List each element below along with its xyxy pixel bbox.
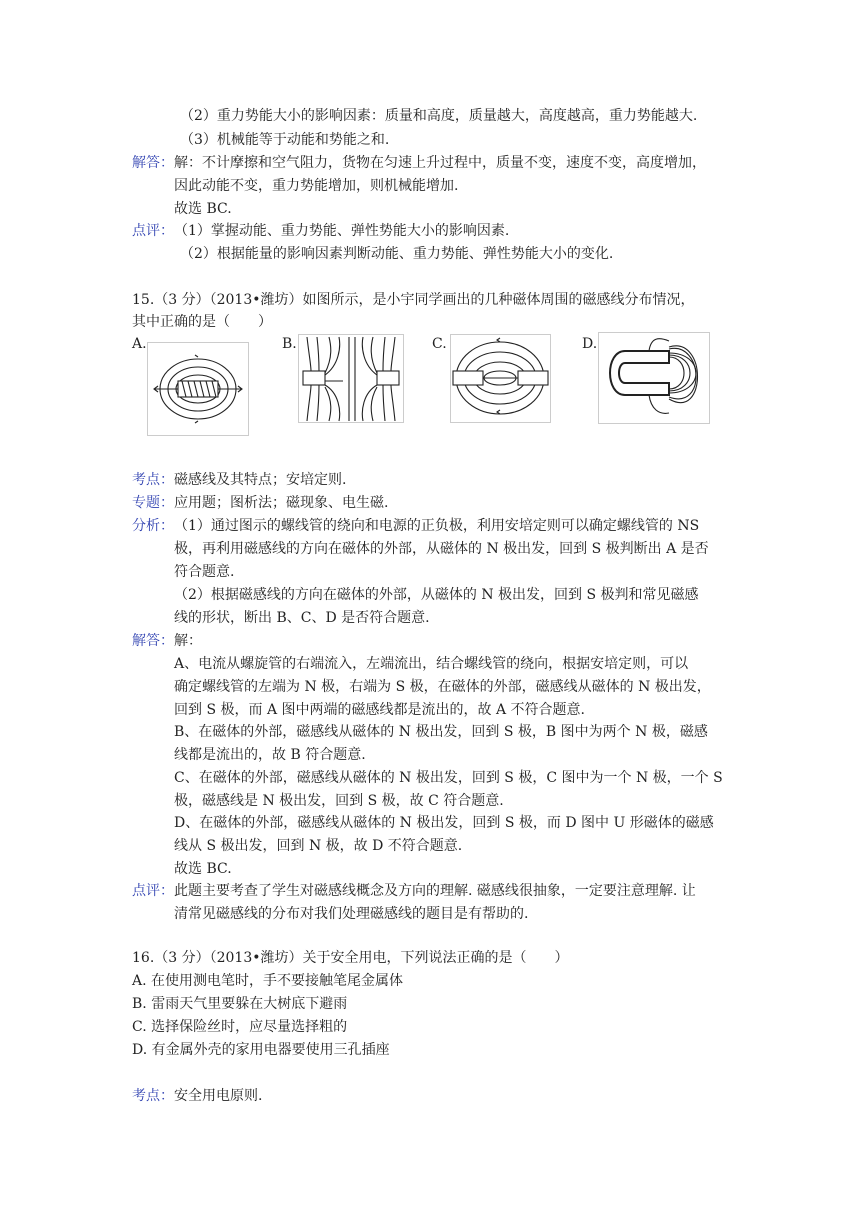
q15-analysis-line-5: 线的形状，断出 B、C、D 是否符合题意. xyxy=(174,610,430,626)
q15-answer-line-8: D、在磁体的外部，磁感线从磁体的 N 极出发，回到 S 极，而 D 图中 U 形磁体的磁感 xyxy=(174,815,714,831)
figure-b-two-n-poles xyxy=(298,334,404,423)
q15-option-a-label: A. xyxy=(132,336,147,352)
prev-answer-line-1: 解：不计摩擦和空气阻力，货物在匀速上升过程中，质量不变，速度不变，高度增加， xyxy=(174,155,706,171)
prev-answer-line-3: 故选 BC. xyxy=(174,201,232,217)
q15-topic: 应用题；图析法；磁现象、电生磁. xyxy=(174,495,389,511)
prev-comment-line-2: （2）根据能量的影响因素判断动能、重力势能、弹性势能大小的变化. xyxy=(180,246,614,262)
q15-answer-line-9: 线从 S 极出发，回到 N 极，故 D 不符合题意. xyxy=(174,838,463,854)
q16-option-a: A. 在使用测电笔时，手不要接触笔尾金属体 xyxy=(132,973,404,989)
q16-point-tag: 考点： xyxy=(132,1088,174,1104)
q16-stem: 16.（3 分）（2013•潍坊）关于安全用电，下列说法正确的是（ ） xyxy=(132,950,569,966)
q16-option-c: C. 选择保险丝时，应尽量选择粗的 xyxy=(132,1019,348,1035)
q15-stem-line-2: 其中正确的是（ ） xyxy=(132,314,272,330)
q15-analysis-line-1: （1）通过图示的螺线管的绕向和电源的正负极，利用安培定则可以确定螺线管的 NS xyxy=(174,518,700,534)
figure-d-u-magnet xyxy=(598,332,710,424)
q16-point: 安全用电原则. xyxy=(174,1088,263,1104)
prev-line-2: （3）机械能等于动能和势能之和. xyxy=(180,132,390,148)
q15-answer-line-7: 极，磁感线是 N 极出发，回到 S 极，故 C 符合题意. xyxy=(174,793,504,809)
q15-comment-line-1: 此题主要考查了学生对磁感线概念及方向的理解. 磁感线很抽象，一定要注意理解. 让 xyxy=(174,883,696,899)
q15-analysis-line-4: （2）根据磁感线的方向在磁体的外部，从磁体的 N 极出发，回到 S 极判和常见磁感 xyxy=(174,587,699,603)
q15-analysis-line-2: 极，再利用磁感线的方向在磁体的外部，从磁体的 N 极出发，回到 S 极判断出 A 是否 xyxy=(174,541,709,557)
q15-answer-line-4: B、在磁体的外部，磁感线从磁体的 N 极出发，回到 S 极，B 图中为两个 N 极，磁感 xyxy=(174,724,708,740)
q15-option-c-label: C. xyxy=(432,336,447,352)
q15-answer-line-1: A、电流从螺旋管的右端流入，左端流出，结合螺线管的绕向，根据安培定则，可以 xyxy=(174,656,689,672)
q15-answer-line-10: 故选 BC. xyxy=(174,861,232,877)
q15-comment-tag: 点评： xyxy=(132,883,174,899)
prev-comment-line-1: （1）掌握动能、重力势能、弹性势能大小的影响因素. xyxy=(174,223,510,239)
figure-c-bar-magnets xyxy=(450,334,551,423)
q15-analysis-line-3: 符合题意. xyxy=(174,564,235,580)
q16-option-d: D. 有金属外壳的家用电器要使用三孔插座 xyxy=(132,1042,390,1058)
q15-answer-line-3: 回到 S 极，而 A 图中两端的磁感线都是流出的，故 A 不符合题意. xyxy=(174,702,585,718)
q15-point: 磁感线及其特点；安培定则. xyxy=(174,472,347,488)
q16-option-b: B. 雷雨天气里要躲在大树底下避雨 xyxy=(132,996,348,1012)
q15-option-b-label: B. xyxy=(282,336,297,352)
q15-answer-line-6: C、在磁体的外部，磁感线从磁体的 N 极出发，回到 S 极，C 图中为一个 N 极，一个 S xyxy=(174,770,723,786)
q15-answer-line-5: 线都是流出的，故 B 符合题意. xyxy=(174,747,366,763)
q15-topic-tag: 专题： xyxy=(132,495,174,511)
prev-comment-tag: 点评： xyxy=(132,223,174,239)
q15-option-d-label: D. xyxy=(582,336,598,352)
q15-answer-line-0: 解： xyxy=(174,633,202,649)
prev-answer-tag: 解答： xyxy=(132,155,174,171)
figure-a-solenoid xyxy=(147,342,249,436)
prev-answer-line-2: 因此动能不变，重力势能增加，则机械能增加. xyxy=(174,178,459,194)
q15-comment-line-2: 清常见磁感线的分布对我们处理磁感线的题目是有帮助的. xyxy=(174,906,529,922)
q15-answer-tag: 解答： xyxy=(132,633,174,649)
q15-stem-line-1: 15.（3 分）（2013•潍坊）如图所示，是小宇同学画出的几种磁体周围的磁感线分布情况， xyxy=(132,292,695,308)
q15-answer-line-2: 确定螺线管的左端为 N 极，右端为 S 极，在磁体的外部，磁感线从磁体的 N 极出发， xyxy=(174,679,711,695)
q15-point-tag: 考点： xyxy=(132,472,174,488)
q15-analysis-tag: 分析： xyxy=(132,518,174,534)
prev-line-1: （2）重力势能大小的影响因素：质量和高度，质量越大，高度越高，重力势能越大. xyxy=(180,108,698,124)
